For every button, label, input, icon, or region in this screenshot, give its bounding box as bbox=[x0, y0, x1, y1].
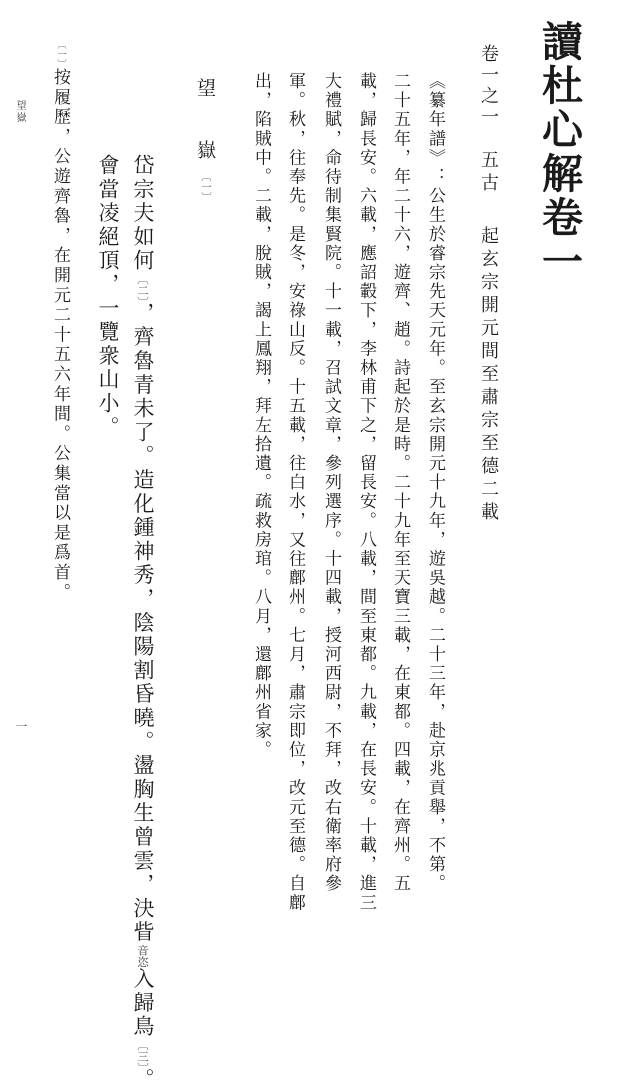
footnote-marker: 〔二〕 bbox=[136, 273, 150, 302]
chapter-heading bbox=[473, 44, 503, 604]
running-head: 望嶽 bbox=[14, 100, 25, 124]
chronology-line: 《纂年譜》：公生於睿宗先天元年。至玄宗開元十九年，遊吳越。二十三年，赴京兆貢舉，不第。 bbox=[425, 72, 445, 894]
poem-title-text: 望 嶽 bbox=[194, 78, 216, 171]
chapter-description: 起玄宗開元間至肅宗至德二載 bbox=[478, 226, 499, 525]
chronology-line: 二十五年，年二十六，遊齊、趙。詩起於是時。二十九年至天寶三載，在東都。四載，在齊州。五 bbox=[390, 72, 410, 894]
poem-text: 岱宗夫如何 bbox=[131, 154, 155, 273]
chapter-genre: 五古 bbox=[478, 150, 499, 196]
footnote-marker: 〔三〕 bbox=[136, 1039, 150, 1068]
page-number: 一 bbox=[14, 720, 28, 732]
poem-line bbox=[125, 154, 160, 1092]
poem-text: ，齊魯青未了。造化鍾神秀，陰陽割昏曉。盪胸生曾雲，決眥 bbox=[131, 301, 155, 945]
chronology-line: 出，陷賊中。二載，脫賊，謁上鳳翔，拜左拾遺。疏救房琯。八月，還鄜州省家。 bbox=[251, 72, 271, 760]
chronology-line: 載，歸長安。六載，應詔轂下，李林甫下之，留長安。八載，間至東都。九載，在長安。十載，進三 bbox=[356, 72, 376, 913]
chronology-line: 大禮賦，命待制集賢院。十一載，召試文章，參列選序。十四載，授河西尉，不拜，改右衛率府參 bbox=[321, 72, 341, 894]
chronology-line: 軍。秋，往奉先。是冬，安祿山反。十五載，往白水，又往鄜州。七月，肅宗即位，改元至德。自鄜 bbox=[285, 72, 305, 913]
footnote-text: 按履歷，公遊齊魯，在開元二十五六年間。公集當以是爲首。 bbox=[50, 68, 70, 603]
footnote-marker: 〔一〕 bbox=[199, 171, 211, 203]
poem-text: 入歸鳥 bbox=[131, 967, 155, 1039]
poem-line: 會當凌絕頂，一覽衆山小。 bbox=[96, 154, 120, 440]
footnote bbox=[45, 40, 75, 603]
poem-title bbox=[190, 78, 220, 218]
poem-text: 。 bbox=[131, 1067, 155, 1092]
book-title: 讀杜心解卷一 bbox=[535, 20, 583, 284]
footnote-marker: 〔一〕 bbox=[55, 40, 66, 69]
pronunciation-gloss: 音恣 bbox=[136, 944, 150, 968]
chapter-volume: 卷一之一 bbox=[478, 44, 499, 128]
